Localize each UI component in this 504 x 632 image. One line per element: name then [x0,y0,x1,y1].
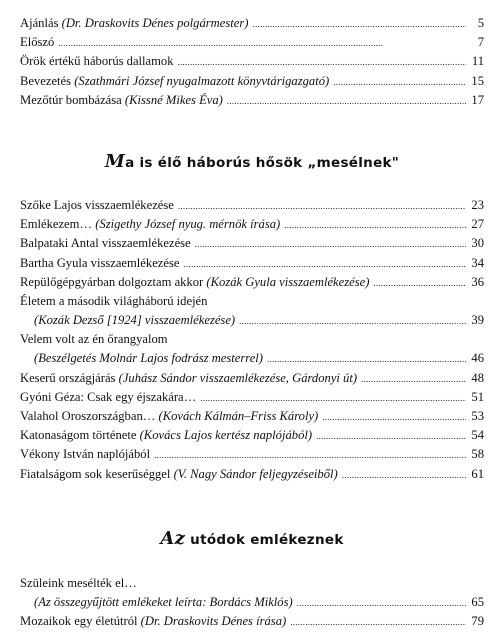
toc-entry [20,612,484,631]
page-number: 53 [471,409,484,423]
intro-list [20,14,484,110]
entry-title: Ajánlás [20,16,59,30]
entry-author: (Az összegyűjtött emlékeket leírta: Bordács Miklós) [34,594,293,609]
leader-dots [322,407,466,427]
leader-dots [342,465,466,485]
table-of-contents [20,14,484,631]
entry-title: Repülőgépgyárban dolgoztam akkor [20,274,204,289]
leader-dots [361,369,466,389]
entry-title: Mezőtúr bombázása [20,92,122,107]
entry-author: (Juhász Sándor visszaemlékezése, Gárdonyi út) [118,370,358,385]
entry-title: Valahol Oroszországban… [20,409,156,423]
toc-entry [20,215,484,234]
entry-title: Katonaságom története [20,428,137,443]
leader-dots [252,14,466,34]
entry-title: Előszó [20,35,55,50]
entry-title: Bevezetés [20,73,72,88]
entry-title: Mozaikok egy életútról [20,614,138,629]
entry-author: (Szigethy József nyug. mérnök írása) [95,217,281,232]
page-number: 36 [471,274,484,289]
entry-author: (Kovách Kálmán–Friss Károly) [158,409,319,423]
page-number: 15 [471,73,484,88]
entry-author: (Kissné Mikes Éva) [124,92,223,107]
entry-title: Örök értékű háborús dallamok [20,54,174,69]
entry-title: Szüleink mesélték el… [20,575,137,590]
entry-title: Fiatalságom sok keserűséggel [20,466,171,481]
entry-title: Keserű országjárás [20,370,116,385]
toc-entry [20,593,484,612]
leader-dots [239,311,466,331]
leader-dots [227,91,466,111]
entry-title: Balpataki Antal visszaemlékezése [20,236,191,251]
leader-dots [195,234,466,254]
entry-author: (Szathmári József nyugalmazott könyvtárigazgató) [74,73,330,88]
toc-entry [20,234,484,253]
heading-text: utódok emlékeznek [190,531,344,548]
page-number: 61 [471,466,484,481]
toc-entry [20,196,484,215]
entry-author: (Kozák Gyula visszaemlékezése) [206,274,370,289]
entry-author: (Kovács Lajos kertész naplójából) [139,428,313,443]
entry-title: Bartha Gyula visszaemlékezése [20,255,180,270]
entry-title: Gyóni Géza: Csak egy éjszakára… [20,389,197,404]
leader-dots [297,593,466,613]
leader-dots [284,215,466,235]
entry-author: (V. Nagy Sándor feljegyzéseiből) [173,466,338,481]
entry-author: (Beszélgetés Molnár Lajos fodrász mesterrel) [34,351,263,366]
entry-title: Életem a második világháború idején [20,293,208,308]
leader-dots [333,72,466,92]
page-number: 46 [471,351,484,366]
toc-entry [20,91,484,110]
page-number: 23 [471,197,484,212]
page-number: 34 [471,255,484,270]
page-number: 65 [471,594,484,609]
page-number: 7 [477,35,484,50]
entry-title: Emlékezem… [20,217,93,232]
leader-dots [58,33,466,53]
toc-entry [20,273,484,292]
page-number: 48 [471,370,484,385]
section-heading [20,528,484,549]
page-number: 79 [471,614,484,629]
toc-entry [20,254,484,273]
entry-author: (Dr. Draskovits Dénes írása) [140,614,287,629]
page-number: 30 [471,236,484,251]
page-number: 58 [471,447,484,462]
entry-title: Vékony István naplójából [20,447,151,462]
entry-title: Velem volt az én őrangyalom [20,332,168,347]
heading-text: a is élő háborús hősök „mesélnek" [125,154,400,171]
leader-dots [316,426,466,446]
section-heading [20,151,484,172]
leader-dots [267,349,466,369]
toc-entry [20,445,484,464]
page-number: 11 [471,54,484,69]
heading-initial: Az [160,527,186,549]
page-number: 51 [471,389,484,404]
toc-entry [20,369,484,388]
page-number: 54 [471,428,484,443]
toc-entry [20,388,484,407]
leader-dots [178,196,466,216]
page-number: 27 [471,217,484,232]
page-number: 39 [471,313,484,328]
page-number: 17 [471,92,484,107]
toc-entry [20,465,484,484]
entry-author: (Dr. Draskovits Dénes polgármester) [61,16,249,30]
section2-list [20,574,484,632]
leader-dots [290,612,466,632]
toc-entry [20,33,484,52]
leader-dots [178,52,466,72]
leader-dots [200,388,466,408]
entry-author: (Kozák Dezső [1924] visszaemlékezése) [34,313,236,328]
entry-title: Szőke Lajos visszaemlékezése [20,197,174,212]
leader-dots [373,273,466,293]
toc-entry [20,349,484,368]
leader-dots [183,254,466,274]
toc-entry [20,14,484,33]
toc-entry [20,311,484,330]
toc-entry [20,407,484,426]
toc-entry [20,72,484,91]
section1-list [20,196,484,484]
toc-entry [20,52,484,71]
toc-entry [20,426,484,445]
heading-initial: M [104,150,126,172]
leader-dots [154,445,466,465]
page-number: 5 [477,16,484,30]
